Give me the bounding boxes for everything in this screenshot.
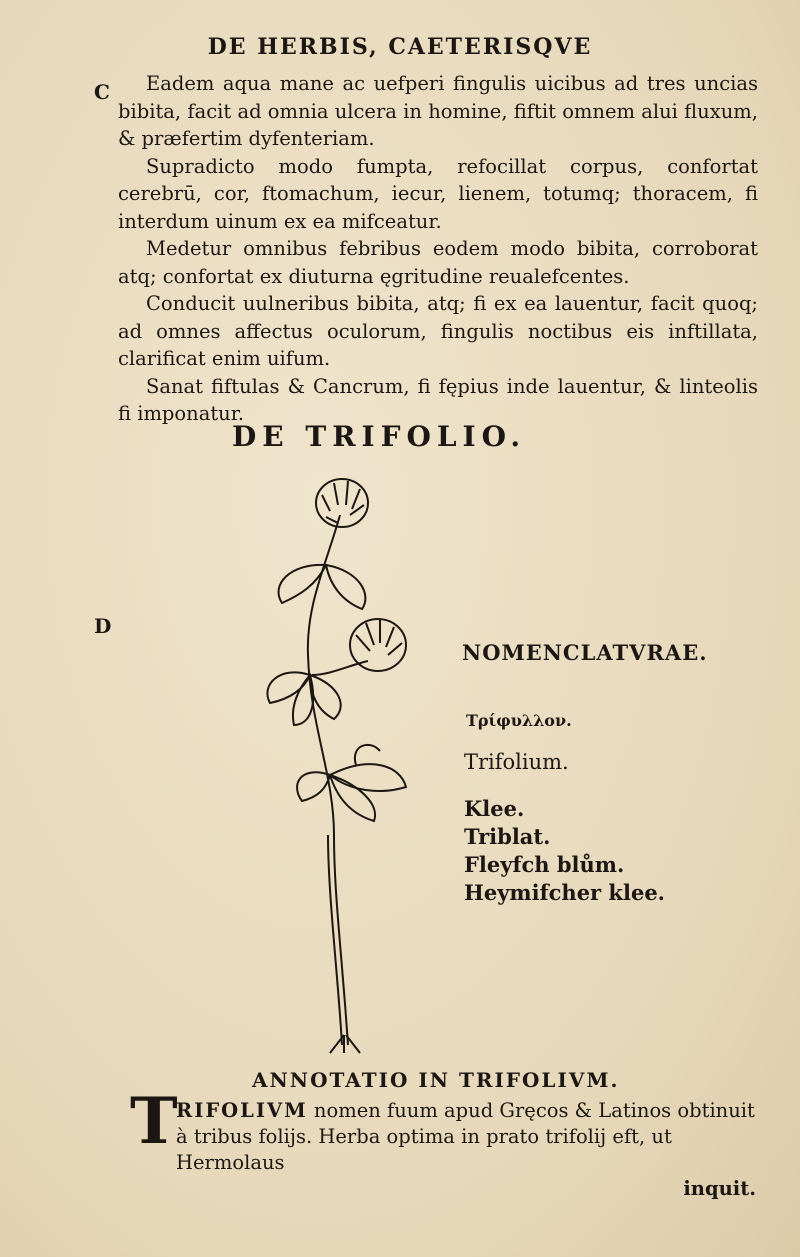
latin-name: Trifolium. <box>464 750 569 774</box>
german-name: Heymifcher klee. <box>464 880 665 905</box>
paragraph: Medetur omnibus febribus eodem modo bibita, corroborat atq; confortat ex diuturna ęgritudine reualefcentes. <box>118 237 758 288</box>
german-names <box>464 795 665 907</box>
section-title: DE TRIFOLIO. <box>232 420 527 453</box>
annotation-body: nomen fuum apud Gręcos & Latinos obtinuit à tribus folijs. Herba optima in prato trifolij eft, ut Hermolaus <box>176 1099 755 1174</box>
running-head: DE HERBIS, CAETERISQVE <box>207 34 593 60</box>
annotation-heading: ANNOTATIO IN TRIFOLIVM. <box>252 1068 620 1092</box>
paragraph: Eadem aqua mane ac uefperi fingulis uicibus ad tres uncias bibita, facit ad omnia ulcera in homine, fiftit omnem alui fluxum, & præfertim dyfenteriam. <box>118 72 758 150</box>
german-name: Klee. <box>464 796 525 821</box>
clover-plant-illustration <box>230 475 450 1055</box>
drop-cap: T <box>130 1084 178 1159</box>
german-name: Fleyfch blům. <box>464 852 625 877</box>
flower-head-top <box>316 479 368 527</box>
paragraph: Conducit uulneribus bibita, atq; fi ex ea lauentur, facit quoq; ad omnes affectus oculorum, fingulis noctibus eis inftillata, clarificat enim uifum. <box>118 292 758 370</box>
annotation-lead-caps: RIFOLIVM <box>176 1099 308 1122</box>
margin-marker-d: D <box>94 614 112 638</box>
margin-marker-c: C <box>94 80 110 104</box>
german-name: Triblat. <box>464 824 551 849</box>
paragraph: Supradicto modo fumpta, refocillat corpus, confortat cerebrū, cor, ftomachum, iecur, lienem, totumq; thoracem, fi interdum uinum ex ea mifceatur. <box>118 154 758 233</box>
annotation-last-word: inquit. <box>683 1177 756 1200</box>
greek-name: Τρίφυλλον. <box>466 711 572 730</box>
annotation-text <box>176 1098 756 1202</box>
nomenclature-heading: NOMENCLATVRAE. <box>462 640 708 665</box>
paragraph: Sanat fiftulas & Cancrum, fi fępius inde lauentur, & linteolis fi imponatur. <box>118 374 758 425</box>
body-text <box>118 70 758 428</box>
